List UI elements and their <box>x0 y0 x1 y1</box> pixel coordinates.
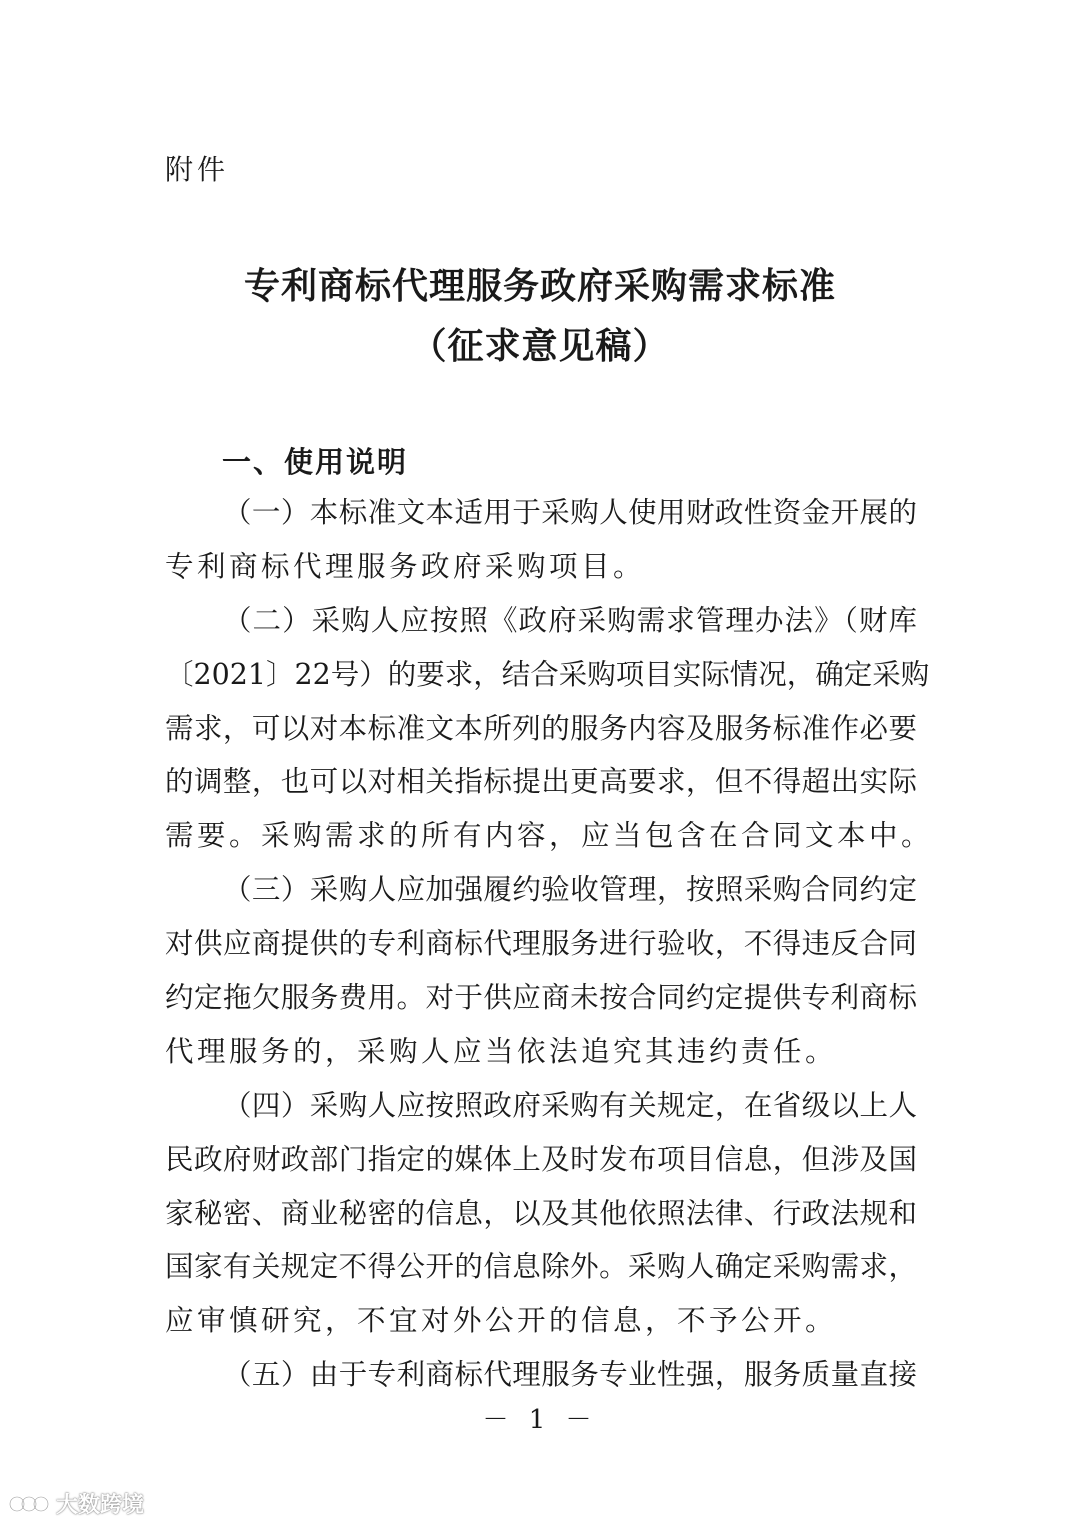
paragraph-line: 家秘密、商业秘密的信息，以及其他依照法律、行政法规和 <box>165 1196 917 1230</box>
watermark-text: 大数跨境 <box>56 1493 145 1518</box>
document-title: 专利商标代理服务政府采购需求标准 <box>243 266 836 307</box>
paragraph-line: （二）采购人应按照《政府采购需求管理办法》（财库 <box>223 603 917 637</box>
paragraph-line: 应审慎研究，不宜对外公开的信息，不予公开。 <box>165 1304 838 1338</box>
paragraph-line: 对供应商提供的专利商标代理服务进行验收，不得违反合同 <box>165 927 917 961</box>
document-subtitle: （征求意见稿） <box>410 326 670 367</box>
paragraph-line: （四）采购人应按照政府采购有关规定，在省级以上人 <box>223 1088 917 1122</box>
paragraph-line: 〔2021〕22号）的要求，结合采购项目实际情况，确定采购 <box>165 657 930 691</box>
paragraph-line: 需求，可以对本标准文本所列的服务内容及服务标准作必要 <box>165 711 917 745</box>
paragraph-line: 专利商标代理服务政府采购项目。 <box>165 549 646 583</box>
paragraph-line: （三）采购人应加强履约验收管理，按照采购合同约定 <box>223 873 917 907</box>
paragraph-line: 代理服务的，采购人应当依法追究其违约责任。 <box>165 1034 838 1068</box>
paragraph-line: 约定拖欠服务费用。对于供应商未按合同约定提供专利商标 <box>165 981 917 1015</box>
body-text <box>165 486 934 1402</box>
paragraph-line: （一）本标准文本适用于采购人使用财政性资金开展的 <box>223 496 917 529</box>
page-number: － 1 － <box>482 1405 598 1435</box>
paragraph-line: 国家有关规定不得公开的信息除外。采购人确定采购需求， <box>165 1250 917 1284</box>
paragraph-line: （五）由于专利商标代理服务专业性强，服务质量直接 <box>223 1358 917 1392</box>
paragraph-line: 民政府财政部门指定的媒体上及时发布项目信息，但涉及国 <box>165 1142 917 1176</box>
paragraph-line: 的调整，也可以对相关指标提出更高要求，但不得超出实际 <box>165 765 917 799</box>
section-heading: 一、使用说明 <box>222 445 409 479</box>
brand-logo-icon <box>8 1492 52 1516</box>
attachment-label: 附件 <box>165 153 230 186</box>
watermark <box>8 1488 144 1519</box>
paragraph-line: 需要。采购需求的所有内容，应当包含在合同文本中。 <box>165 819 934 853</box>
